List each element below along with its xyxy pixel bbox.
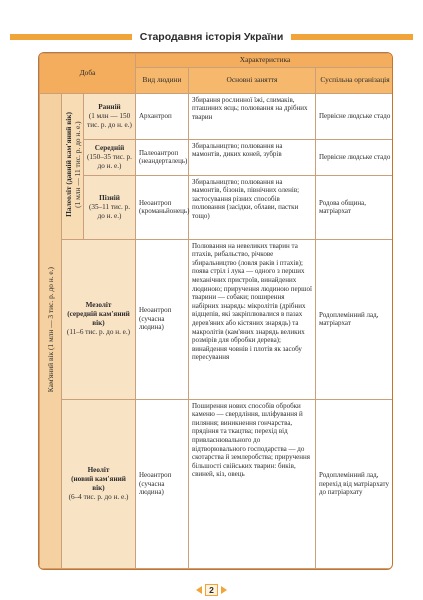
stone-age-label: Кам'яний вік (1 млн — 3 тис. р. до н. е.) bbox=[46, 266, 55, 393]
header-doba bbox=[40, 54, 136, 94]
person-cell: Неоантроп (сучасна людина) bbox=[136, 399, 189, 568]
page-title: Стародавня історія України bbox=[139, 31, 284, 43]
header-person: Вид людини bbox=[136, 67, 189, 93]
history-table bbox=[39, 53, 393, 569]
header-doba-label: Доба bbox=[79, 68, 96, 77]
table-row bbox=[40, 93, 394, 139]
page-footer bbox=[0, 584, 423, 596]
social-cell: Первісне людське стадо bbox=[316, 139, 394, 175]
table-frame bbox=[38, 52, 393, 570]
header-characteristic: Характеристика bbox=[136, 54, 394, 68]
header-bar-right bbox=[291, 34, 413, 40]
occupation-cell: Збиральництво; полювання на мамонтів, бізонів, північних оленів; застосування різних способів полювання (засідки, облави, пастки тощо) bbox=[189, 175, 316, 239]
social-cell: Родова община, матріархат bbox=[316, 175, 394, 239]
paleolith-cell bbox=[62, 93, 84, 239]
stone-age-cell bbox=[40, 93, 62, 568]
social-cell: Первісне людське стадо bbox=[316, 93, 394, 139]
occupation-cell: Полювання на невеликих тварин та птахів, рибальство, річкове збиральництво (ловля раків і птахів); поява стріл і лука — одного з перших механічних пристроїв, винайдених людиною; приручення людиною першої тварини — собаки; поширення набірних знарядь: мікролітів (дрібних відщепів, які закріплювалися в пазах дерев'яних або кістяних знарядь) та макролітів (кам'яних знарядь великих розмірів для обробки дерева); винайдення човнів і плотів як засобу пересування bbox=[189, 239, 316, 399]
paleolith-dates: (1 млн — 11 тис. р. до н. е.) bbox=[72, 121, 82, 209]
social-cell: Родоплемінний лад, матріархат bbox=[316, 239, 394, 399]
page-number: 2 bbox=[205, 584, 218, 596]
person-cell: Неоантроп (кроманьйонець) bbox=[136, 175, 189, 239]
person-cell: Архантроп bbox=[136, 93, 189, 139]
prev-page-icon[interactable] bbox=[196, 586, 202, 594]
header-occupation: Основні заняття bbox=[189, 67, 316, 93]
table-row bbox=[40, 399, 394, 568]
next-page-icon[interactable] bbox=[221, 586, 227, 594]
person-cell: Палеоантроп (неандерталець) bbox=[136, 139, 189, 175]
header-social: Суспільна організація bbox=[316, 67, 394, 93]
social-cell: Родоплемінний лад, перехід від матріархату до патріархату bbox=[316, 399, 394, 568]
occupation-cell: Поширення нових способів обробки каменю — свердління, шліфування й пиляння; виникнення гончарства, прядіння та ткацтва; перехід від привласнювального до відтворювального господарства — до скотарства й землеробства; приручення більшості свійських тварин: биків, свиней, кіз, овець bbox=[189, 399, 316, 568]
occupation-cell: Збиральництво; полювання на мамонтів, диких коней, зубрів bbox=[189, 139, 316, 175]
paleolith-label: Палеоліт (давній кам'яний вік) bbox=[63, 112, 73, 218]
period-mesolith: Мезоліт (середній кам'яний вік) (11–6 тис. р. до н. е.) bbox=[62, 239, 136, 399]
header-bar-left bbox=[10, 34, 132, 40]
period-early: Ранній (1 млн — 150 тис. р. до н. е.) bbox=[84, 93, 136, 139]
table-row bbox=[40, 175, 394, 239]
table-row bbox=[40, 239, 394, 399]
period-neolith: Неоліт (новий кам'яний вік) (6–4 тис. р. до н. е.) bbox=[62, 399, 136, 568]
period-middle: Середній (150–35 тис. р. до н. е.) bbox=[84, 139, 136, 175]
period-late: Пізній (35–11 тис. р. до н. е.) bbox=[84, 175, 136, 239]
page-header bbox=[10, 30, 413, 44]
table-row bbox=[40, 139, 394, 175]
person-cell: Неоантроп (сучасна людина) bbox=[136, 239, 189, 399]
occupation-cell: Збирання рослинної їжі, слимаків, пташиних яєць; полювання на дрібних тварин bbox=[189, 93, 316, 139]
